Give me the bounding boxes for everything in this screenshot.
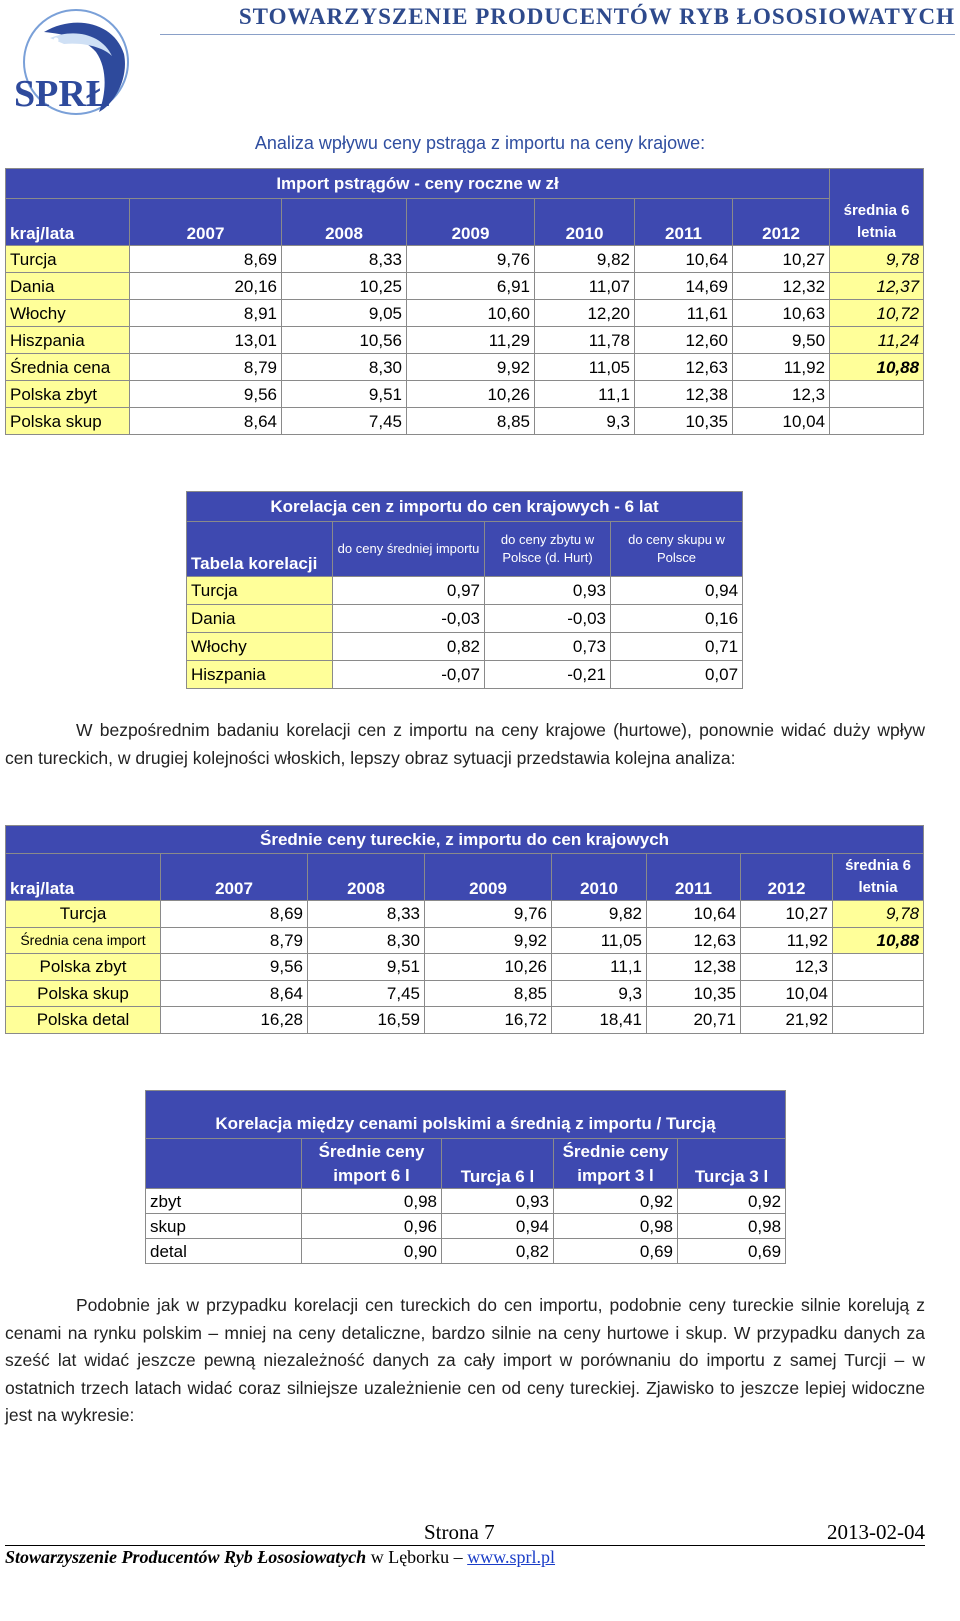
table3-year: 2009 <box>425 854 552 901</box>
table-cell: 10,35 <box>647 980 741 1007</box>
table1-year: 2009 <box>407 199 535 246</box>
table-cell: 10,27 <box>741 901 833 928</box>
table-cell: 11,1 <box>552 954 647 981</box>
table-cell: 12,60 <box>635 327 733 354</box>
table-cell: 7,45 <box>282 408 407 435</box>
table3-title: Średnie ceny tureckie, z importu do cen krajowych <box>6 826 924 854</box>
table-cell: 0,82 <box>442 1239 554 1264</box>
table1-corner: kraj/lata <box>6 199 130 246</box>
table-cell: 14,69 <box>635 273 733 300</box>
table-cell: 0,96 <box>302 1214 442 1239</box>
table2-col-header: do ceny średniej importu <box>333 522 485 577</box>
paragraph-2 <box>5 1292 925 1430</box>
table-row <box>6 980 924 1007</box>
table-cell: 9,82 <box>552 901 647 928</box>
table-cell: 10,60 <box>407 300 535 327</box>
table-cell: 9,76 <box>407 246 535 273</box>
table-row <box>146 1239 786 1264</box>
table-cell: 10,27 <box>733 246 830 273</box>
table1-year: 2007 <box>130 199 282 246</box>
table-row <box>187 577 743 605</box>
table-cell: 6,91 <box>407 273 535 300</box>
table-cell: 0,97 <box>333 577 485 605</box>
avg-cell: 10,72 <box>830 300 924 327</box>
table-row <box>6 327 924 354</box>
row-label: Polska detal <box>6 1007 161 1034</box>
table4-title: Korelacja między cenami polskimi a średnią z importu / Turcją <box>146 1091 786 1139</box>
table-cell: 8,85 <box>425 980 552 1007</box>
table3-year: 2007 <box>161 854 308 901</box>
table-row <box>187 633 743 661</box>
table-cell: 10,56 <box>282 327 407 354</box>
table4-col-header: Średnie ceny import 6 l <box>302 1139 442 1189</box>
table-cell: 9,92 <box>407 354 535 381</box>
table-cell: 10,35 <box>635 408 733 435</box>
table-cell: 0,92 <box>554 1189 678 1214</box>
table-cell: 16,28 <box>161 1007 308 1034</box>
table-cell: 7,45 <box>308 980 425 1007</box>
table-cell: -0,03 <box>485 605 611 633</box>
avg-cell: 10,88 <box>833 927 924 954</box>
table1-year: 2008 <box>282 199 407 246</box>
row-label: Polska zbyt <box>6 954 161 981</box>
row-label: Turcja <box>6 901 161 928</box>
table2-col-header: do ceny zbytu w Polsce (d. Hurt) <box>485 522 611 577</box>
table-cell: 11,92 <box>733 354 830 381</box>
row-label: Dania <box>187 605 333 633</box>
table-row <box>6 901 924 928</box>
row-label: Hiszpania <box>187 661 333 689</box>
row-label: skup <box>146 1214 302 1239</box>
row-label: zbyt <box>146 1189 302 1214</box>
table-cell: 10,26 <box>425 954 552 981</box>
avg-cell: 9,78 <box>830 246 924 273</box>
table-cell: 9,3 <box>552 980 647 1007</box>
table-cell: 10,26 <box>407 381 535 408</box>
table-cell: 11,05 <box>552 927 647 954</box>
row-label: Turcja <box>6 246 130 273</box>
table1-year: 2010 <box>535 199 635 246</box>
header-divider <box>160 34 955 35</box>
table-cell: 9,82 <box>535 246 635 273</box>
table-cell: 0,90 <box>302 1239 442 1264</box>
correlation-table <box>186 491 743 689</box>
sprl-logo <box>4 4 144 124</box>
table1-year: 2011 <box>635 199 733 246</box>
table2-corner: Tabela korelacji <box>187 522 333 577</box>
paragraph-1-text: W bezpośrednim badaniu korelacji cen z importu na ceny krajowe (hurtowe), ponownie widać duży wpływ cen tureckich, w drugiej kolejności włoskich, lepszy obraz sytuacji przedstawia kolejna analiza: <box>5 720 925 768</box>
table-cell: 0,16 <box>611 605 743 633</box>
table-cell: 10,04 <box>741 980 833 1007</box>
footer-org-name: Stowarzyszenie Producentów Ryb Łososiowatych <box>5 1547 367 1567</box>
footer-organization <box>5 1547 555 1568</box>
table-cell: 11,1 <box>535 381 635 408</box>
table-cell: -0,03 <box>333 605 485 633</box>
import-prices-table <box>5 168 924 435</box>
table-cell: 20,16 <box>130 273 282 300</box>
table-cell: 21,92 <box>741 1007 833 1034</box>
table-cell: 8,33 <box>308 901 425 928</box>
row-label: detal <box>146 1239 302 1264</box>
table-cell: 8,64 <box>130 408 282 435</box>
table1-title: Import pstrągów - ceny roczne w zł <box>6 169 830 199</box>
table-cell: 20,71 <box>647 1007 741 1034</box>
table-cell: 0,92 <box>678 1189 786 1214</box>
table-cell: 9,51 <box>308 954 425 981</box>
row-label: Włochy <box>187 633 333 661</box>
table-row <box>6 927 924 954</box>
organization-title: STOWARZYSZENIE PRODUCENTÓW RYB ŁOSOSIOWATYCH <box>238 4 955 29</box>
footer-date: 2013-02-04 <box>827 1520 925 1544</box>
table-cell: 0,82 <box>333 633 485 661</box>
table-row <box>187 661 743 689</box>
table-cell: 8,64 <box>161 980 308 1007</box>
footer-location: w Lęborku – <box>366 1547 468 1567</box>
table-cell: 9,51 <box>282 381 407 408</box>
table-cell <box>833 980 924 1007</box>
paragraph-1 <box>5 717 925 772</box>
table-cell: 12,38 <box>635 381 733 408</box>
table-cell: 0,71 <box>611 633 743 661</box>
row-label: Polska zbyt <box>6 381 130 408</box>
table-cell: 9,56 <box>161 954 308 981</box>
row-label: Średnia cena <box>6 354 130 381</box>
table-row <box>6 273 924 300</box>
table-cell: 10,63 <box>733 300 830 327</box>
avg-cell: 12,37 <box>830 273 924 300</box>
table4-col-header: Turcja 3 l <box>678 1139 786 1189</box>
table-cell: 0,93 <box>485 577 611 605</box>
table-cell: 11,61 <box>635 300 733 327</box>
table-row <box>6 354 924 381</box>
table3-year: 2008 <box>308 854 425 901</box>
table-row <box>6 381 924 408</box>
row-label: Dania <box>6 273 130 300</box>
table-cell: 9,92 <box>425 927 552 954</box>
row-label: Polska skup <box>6 980 161 1007</box>
table-row <box>146 1214 786 1239</box>
table-cell: 0,73 <box>485 633 611 661</box>
table-cell: 8,30 <box>308 927 425 954</box>
table-row <box>146 1189 786 1214</box>
table-cell: 0,94 <box>442 1214 554 1239</box>
table-cell: 9,3 <box>535 408 635 435</box>
table1-avg-header: średnia 6 letnia <box>830 199 924 246</box>
row-label: Średnia cena import <box>6 927 161 954</box>
table-cell: 8,79 <box>130 354 282 381</box>
footer-divider <box>5 1545 925 1546</box>
table-cell: 12,63 <box>635 354 733 381</box>
page-number: Strona 7 <box>424 1520 495 1544</box>
avg-cell: 10,88 <box>830 354 924 381</box>
row-label: Turcja <box>187 577 333 605</box>
table-cell: 11,78 <box>535 327 635 354</box>
table3-year: 2010 <box>552 854 647 901</box>
row-label: Włochy <box>6 300 130 327</box>
table-cell: 0,98 <box>678 1214 786 1239</box>
table1-year: 2012 <box>733 199 830 246</box>
row-label: Hiszpania <box>6 327 130 354</box>
table-cell: 12,38 <box>647 954 741 981</box>
table-cell: 0,69 <box>554 1239 678 1264</box>
table3-year: 2012 <box>741 854 833 901</box>
logo-text: SPRŁ <box>14 73 112 115</box>
paragraph-2-text: Podobnie jak w przypadku korelacji cen tureckich do cen importu, podobnie ceny tureckie silnie korelują z cenami na rynku polskim – mniej na ceny detaliczne, bardzo silnie na ceny hurtowe i skup. W przypadku danych za sześć lat widać jeszcze pewną niezależność danych za cały import w porównaniu do importu z samej Turcji – w ostatnich trzech latach widać coraz silniejsze uzależnienie cen od ceny tureckiej. Zjawisko to jeszcze lepiej widoczne jest na wykresie: <box>5 1295 925 1425</box>
table-row <box>6 1007 924 1034</box>
table3-corner: kraj/lata <box>6 854 161 901</box>
table-cell: 12,20 <box>535 300 635 327</box>
table-cell: 10,25 <box>282 273 407 300</box>
table-cell: 0,98 <box>302 1189 442 1214</box>
avg-cell: 11,24 <box>830 327 924 354</box>
table-cell: 9,50 <box>733 327 830 354</box>
table-cell: 8,79 <box>161 927 308 954</box>
table-cell <box>833 954 924 981</box>
table-cell: 9,05 <box>282 300 407 327</box>
table-cell: 10,64 <box>647 901 741 928</box>
table-cell: 8,30 <box>282 354 407 381</box>
table-cell: 13,01 <box>130 327 282 354</box>
table-cell: 0,94 <box>611 577 743 605</box>
turkish-prices-table <box>5 825 924 1034</box>
table-cell <box>830 408 924 435</box>
table4-col-header: Turcja 6 l <box>442 1139 554 1189</box>
polish-correlation-table <box>145 1090 786 1264</box>
table-cell: 10,64 <box>635 246 733 273</box>
table2-col-header: do ceny skupu w Polsce <box>611 522 743 577</box>
table-cell: 9,56 <box>130 381 282 408</box>
table-row <box>6 246 924 273</box>
table2-title: Korelacja cen z importu do cen krajowych - 6 lat <box>187 492 743 522</box>
table-row <box>6 954 924 981</box>
table-row <box>6 408 924 435</box>
table-cell: 0,69 <box>678 1239 786 1264</box>
table-cell: 16,59 <box>308 1007 425 1034</box>
table-row <box>187 605 743 633</box>
table-cell <box>833 1007 924 1034</box>
table-cell: 11,05 <box>535 354 635 381</box>
table4-col-header: Średnie ceny import 3 l <box>554 1139 678 1189</box>
section-title: Analiza wpływu ceny pstrąga z importu na ceny krajowe: <box>254 133 706 153</box>
table-cell: 16,72 <box>425 1007 552 1034</box>
table-cell: 11,92 <box>741 927 833 954</box>
table-cell: 12,32 <box>733 273 830 300</box>
website-link[interactable]: www.sprl.pl <box>467 1547 556 1567</box>
table-cell: 8,33 <box>282 246 407 273</box>
table-cell: -0,21 <box>485 661 611 689</box>
table-cell: 12,63 <box>647 927 741 954</box>
table-cell: 8,69 <box>161 901 308 928</box>
table-cell <box>830 381 924 408</box>
table-cell: 11,29 <box>407 327 535 354</box>
table-cell: 8,85 <box>407 408 535 435</box>
avg-cell: 9,78 <box>833 901 924 928</box>
table-cell: -0,07 <box>333 661 485 689</box>
table-cell: 12,3 <box>733 381 830 408</box>
table-cell: 10,04 <box>733 408 830 435</box>
table-cell: 8,69 <box>130 246 282 273</box>
table-cell: 11,07 <box>535 273 635 300</box>
table-cell: 8,91 <box>130 300 282 327</box>
table3-avg-header: średnia 6 letnia <box>833 854 924 901</box>
table-cell: 0,93 <box>442 1189 554 1214</box>
row-label: Polska skup <box>6 408 130 435</box>
table-cell: 18,41 <box>552 1007 647 1034</box>
table-row <box>6 300 924 327</box>
table-cell: 12,3 <box>741 954 833 981</box>
table-cell: 0,98 <box>554 1214 678 1239</box>
table-cell: 0,07 <box>611 661 743 689</box>
table3-year: 2011 <box>647 854 741 901</box>
table-cell: 9,76 <box>425 901 552 928</box>
